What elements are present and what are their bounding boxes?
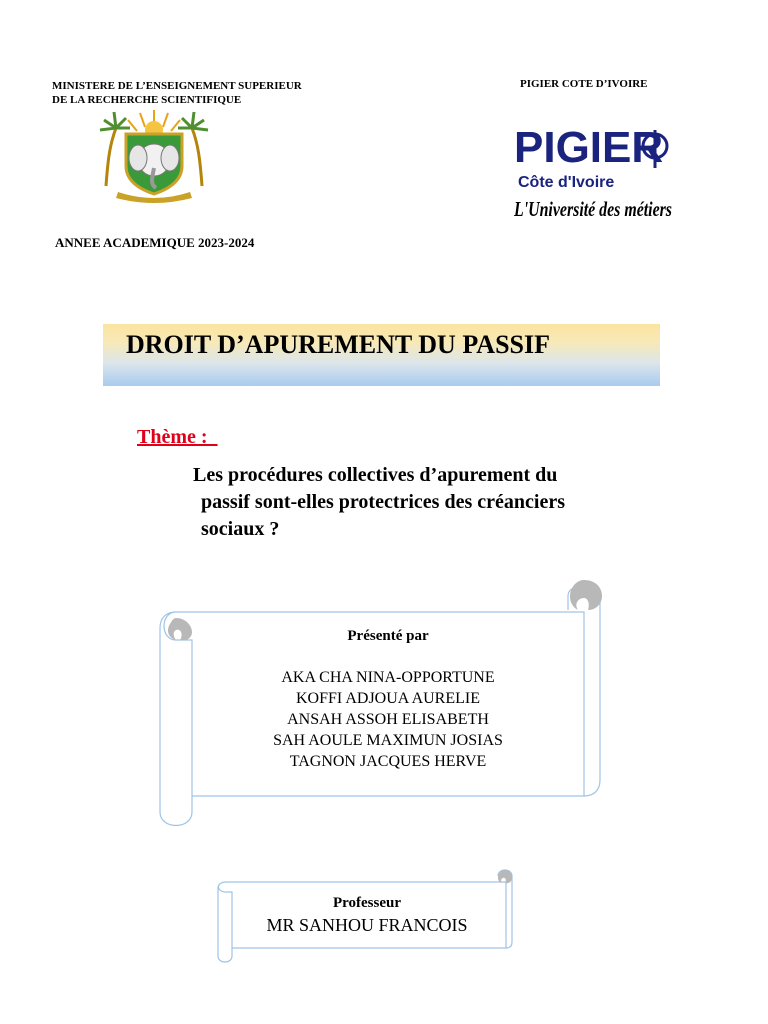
- school-name: PIGIER COTE D’IVOIRE: [520, 78, 648, 90]
- scroll-curl-icon: [570, 580, 602, 610]
- ministry-header: [52, 79, 302, 107]
- logo-brand: PIGIER: [514, 123, 664, 172]
- presented-by-section: [192, 628, 584, 772]
- presented-by-label: Présenté par: [347, 628, 429, 644]
- student-name: AKA CHA NINA-OPPORTUNE: [281, 669, 495, 686]
- professor-section: [232, 893, 502, 937]
- academic-year: ANNEE ACADEMIQUE 2023-2024: [55, 235, 255, 250]
- theme-question-line-1: Les procédures collectives d’apurement du: [193, 464, 558, 486]
- professor-name: MR SANHOU FRANCOIS: [266, 915, 468, 935]
- student-name: SAH AOULE MAXIMUN JOSIAS: [273, 732, 503, 749]
- theme-question-line-2: passif sont-elles protectrices des créanciers: [201, 491, 565, 513]
- course-title: DROIT D’APUREMENT DU PASSIF: [126, 330, 550, 359]
- coat-of-arms-icon: [94, 108, 214, 204]
- ministry-line-2: DE LA RECHERCHE SCIENTIFIQUE: [52, 94, 242, 106]
- logo-tagline: L'Université des métiers: [513, 197, 672, 221]
- logo-country: Côte d'Ivoire: [518, 174, 615, 191]
- theme-question: [193, 462, 663, 543]
- ministry-line-1: MINISTERE DE L’ENSEIGNEMENT SUPERIEUR: [52, 80, 302, 92]
- theme-question-line-3: sociaux ?: [201, 518, 280, 540]
- student-name: KOFFI ADJOUA AURELIE: [295, 690, 480, 707]
- student-name: TAGNON JACQUES HERVE: [289, 753, 487, 770]
- pigier-logo: [512, 112, 678, 224]
- professor-label: Professeur: [332, 895, 402, 911]
- theme-label: Thème :: [137, 426, 218, 448]
- student-name: ANSAH ASSOH ELISABETH: [287, 711, 489, 728]
